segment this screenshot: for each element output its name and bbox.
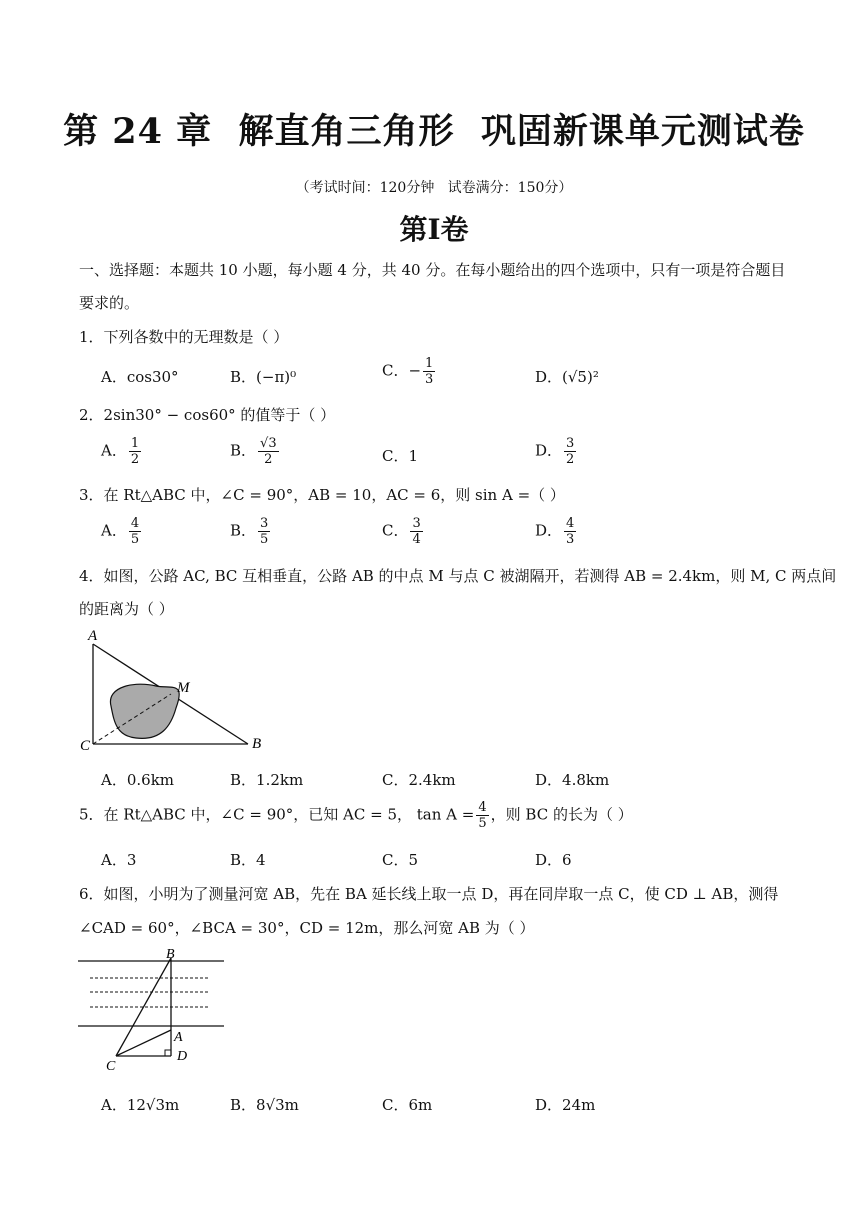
q1-stem: 1．下列各数中的无理数是（ ） [79,328,289,346]
q6-line-ca [116,1030,171,1056]
q6-option-c: C．6m [382,1096,433,1114]
q4-stem-line-1: 4．如图，公路 AC, BC 互相垂直，公路 AB 的中点 M 与点 C 被湖隔开，若测得 AB = 2.4km，则 M, C 两点间 [79,567,837,585]
instructions-line-1: 一、选择题：本题共 10 小题，每小题 4 分，共 40 分。在每小题给出的四个选项中，只有一项是符合题目 [79,261,786,279]
instructions-line-2: 要求的。 [79,294,140,312]
q4-option-c: C．2.4km [382,771,456,789]
q4-option-d: D．4.8km [535,771,610,789]
q4-option-b: B．1.2km [230,771,304,789]
q1-option-c: C．− $\frac{1}{3}$ [382,356,434,387]
q4-label-m: M [177,680,190,696]
q6-stem-line-1: 6．如图，小明为了测量河宽 AB，先在 BA 延长线上取一点 D，再在同岸取一点 C，使 CD ⊥ AB，测得 [79,885,779,903]
q5-option-d: D．6 [535,851,572,869]
q4-figure [76,626,276,756]
q1-option-b: B．(−π)⁰ [230,368,297,386]
q6-label-a: A [174,1030,183,1045]
q4-lake [110,684,179,738]
q6-label-d: D [177,1049,188,1064]
q2-stem: 2．2sin30° − cos60° 的值等于（ ） [79,406,336,424]
section-heading: 第Ⅰ卷 [399,213,469,246]
q6-right-angle-mark [165,1050,171,1056]
q5-option-a: A．3 [101,851,137,869]
q3-option-c: C． $\frac{3}{4}$ [382,516,421,547]
q6-option-a: A．12√3m [101,1096,180,1114]
page-title: 第 24 章 解直角三角形 巩固新课单元测试卷 [63,111,805,152]
q2-option-c: C．1 [382,447,419,465]
q6-stem-line-2: ∠CAD = 60°，∠BCA = 30°，CD = 12m，那么河宽 AB 为（ ） [79,919,535,937]
q1-c-fraction: $\frac{1}{3}$ [425,356,434,387]
q3-option-a: A． $\frac{4}{5}$ [101,516,140,547]
q2-option-b: B． $\frac{√3}{2}$ [230,436,277,467]
q4-label-c: C [80,738,91,754]
q3-option-b: B． $\frac{3}{5}$ [230,516,269,547]
q5-option-b: B．4 [230,851,266,869]
q3-option-d: D． $\frac{4}{3}$ [535,516,575,547]
q1-option-a: A．cos30° [101,368,179,386]
exam-info: （考试时间：120分钟 试卷满分：150分） [295,180,573,196]
q4-label-a: A [88,628,98,644]
q5-option-c: C．5 [382,851,419,869]
q6-label-b: B [166,947,175,962]
q4-label-b: B [252,736,262,752]
q6-option-b: B．8√3m [230,1096,299,1114]
q3-stem: 3．在 Rt△ABC 中，∠C = 90°，AB = 10，AC = 6，则 sin A =（ ） [79,486,565,504]
q1-option-d: D．(√5)² [535,368,599,386]
q2-option-a: A． $\frac{1}{2}$ [101,436,140,467]
q6-figure [76,944,236,1074]
q5-stem: 5．在 Rt△ABC 中，∠C = 90°，已知 AC = 5， tan A = $\frac{4}{5}$ ，则 BC 的长为（ ） [79,800,633,831]
q6-label-c: C [106,1059,116,1074]
q6-option-d: D．24m [535,1096,596,1114]
q2-option-d: D． $\frac{3}{2}$ [535,436,575,467]
q4-option-a: A．0.6km [101,771,175,789]
q4-stem-line-2: 的距离为（ ） [79,600,174,618]
